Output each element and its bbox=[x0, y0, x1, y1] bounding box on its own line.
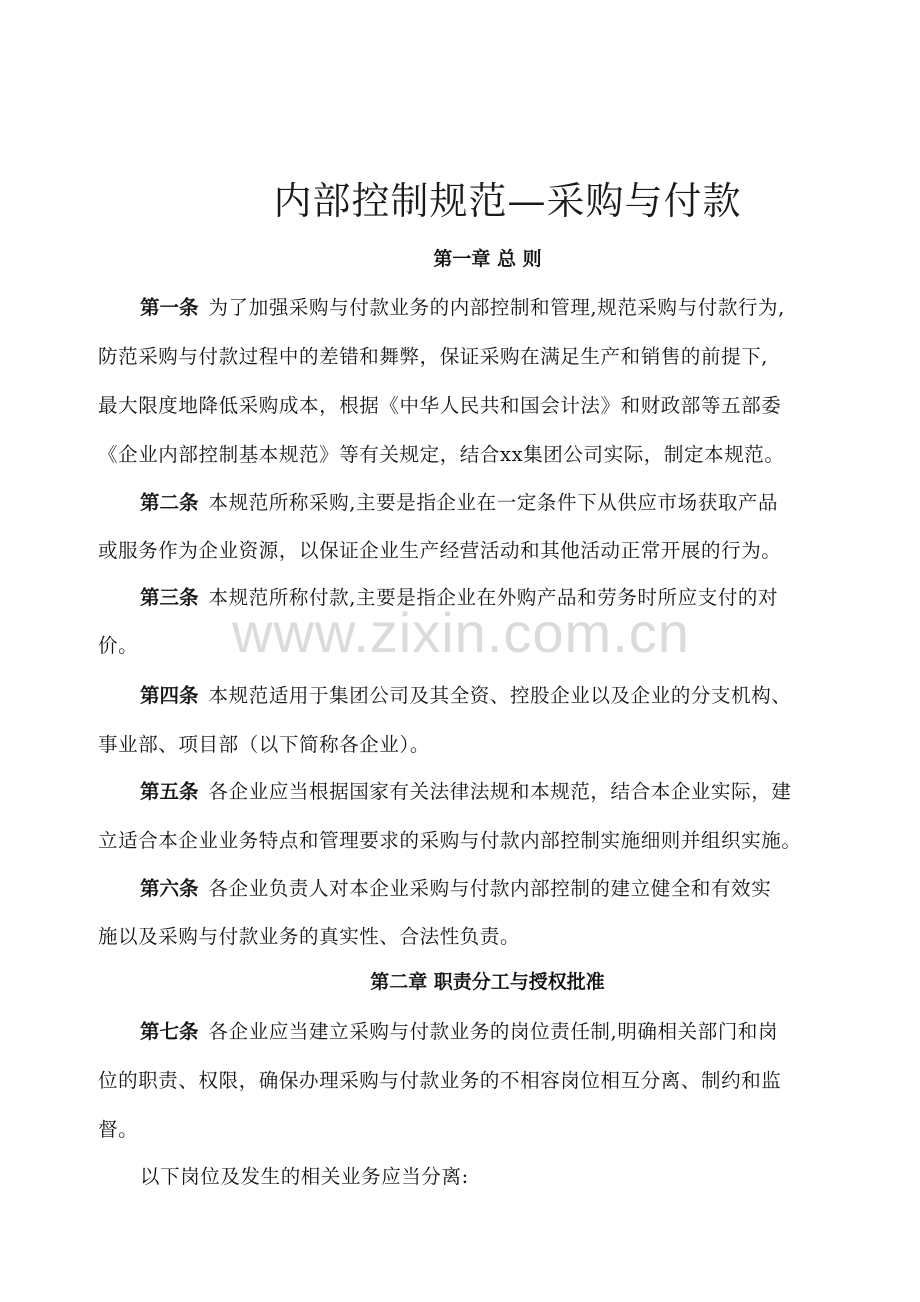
article-7-line-2: 位的职责、权限，确保办理采购与付款业务的不相容岗位相互分离、制约和监 bbox=[98, 1069, 782, 1092]
article-1-text: 为了加强采购与付款业务的内部控制和管理,规范采购与付款行为, bbox=[208, 296, 785, 319]
article-7-line-1 bbox=[140, 1016, 778, 1044]
article-6-label: 第六条 bbox=[140, 877, 199, 900]
article-4-line-2: 事业部、项目部（以下简称各企业）。 bbox=[98, 733, 430, 756]
article-6-text: 各企业负责人对本企业采购与付款内部控制的建立健全和有效实 bbox=[208, 877, 772, 900]
article-1-line-3: 最大限度地降低采购成本，根据《中华人民共和国会计法》和财政部等五部委 bbox=[98, 394, 782, 417]
article-2-label: 第二条 bbox=[140, 491, 199, 514]
article-2-line-2: 或服务作为企业资源，以保证企业生产经营活动和其他活动正常开展的行为。 bbox=[98, 539, 782, 562]
watermark-text: www.zixin.com.cn bbox=[232, 601, 690, 664]
article-7-text: 各企业应当建立采购与付款业务的岗位责任制,明确相关部门和岗 bbox=[208, 1020, 779, 1043]
article-6-line-2: 施以及采购与付款业务的真实性、合法性负责。 bbox=[98, 925, 521, 948]
chapter-heading-1: 第一章 总 则 bbox=[433, 248, 542, 270]
article-4-label: 第四条 bbox=[140, 684, 199, 707]
article-2-line-1 bbox=[140, 487, 778, 515]
article-2-text: 本规范所称采购,主要是指企业在一定条件下从供应市场获取产品 bbox=[208, 491, 779, 514]
article-1-label: 第一条 bbox=[140, 296, 199, 319]
article-6-line-1 bbox=[140, 873, 771, 901]
article-1-line-1 bbox=[140, 292, 785, 320]
chapter-heading-2: 第二章 职责分工与授权批准 bbox=[370, 971, 605, 993]
article-4-text: 本规范适用于集团公司及其全资、控股企业以及企业的分支机构、 bbox=[208, 684, 792, 707]
article-1-line-2: 防范采购与付款过程中的差错和舞弊，保证采购在满足生产和销售的前提下, bbox=[98, 345, 769, 368]
document-title: 内部控制规范—采购与付款 bbox=[273, 179, 742, 223]
article-1-line-4: 《企业内部控制基本规范》等有关规定，结合xx集团公司实际，制定本规范。 bbox=[98, 443, 785, 466]
article-5-text: 各企业应当根据国家有关法律法规和本规范，结合本企业实际，建 bbox=[208, 780, 792, 803]
article-7-label: 第七条 bbox=[140, 1020, 199, 1043]
article-4-line-1 bbox=[140, 680, 791, 708]
article-5-label: 第五条 bbox=[140, 780, 199, 803]
article-3-label: 第三条 bbox=[140, 586, 199, 609]
article-5-line-2: 立适合本企业业务特点和管理要求的采购与付款内部控制实施细则并组织实施。 bbox=[98, 829, 802, 852]
article-3-text: 本规范所称付款,主要是指企业在外购产品和劳务时所应支付的对 bbox=[208, 586, 779, 609]
separation-intro: 以下岗位及发生的相关业务应当分离: bbox=[140, 1165, 469, 1188]
article-5-line-1 bbox=[140, 776, 791, 804]
article-3-line-1 bbox=[140, 582, 778, 610]
article-7-line-3: 督。 bbox=[98, 1118, 139, 1141]
article-3-line-2: 价。 bbox=[98, 634, 139, 657]
